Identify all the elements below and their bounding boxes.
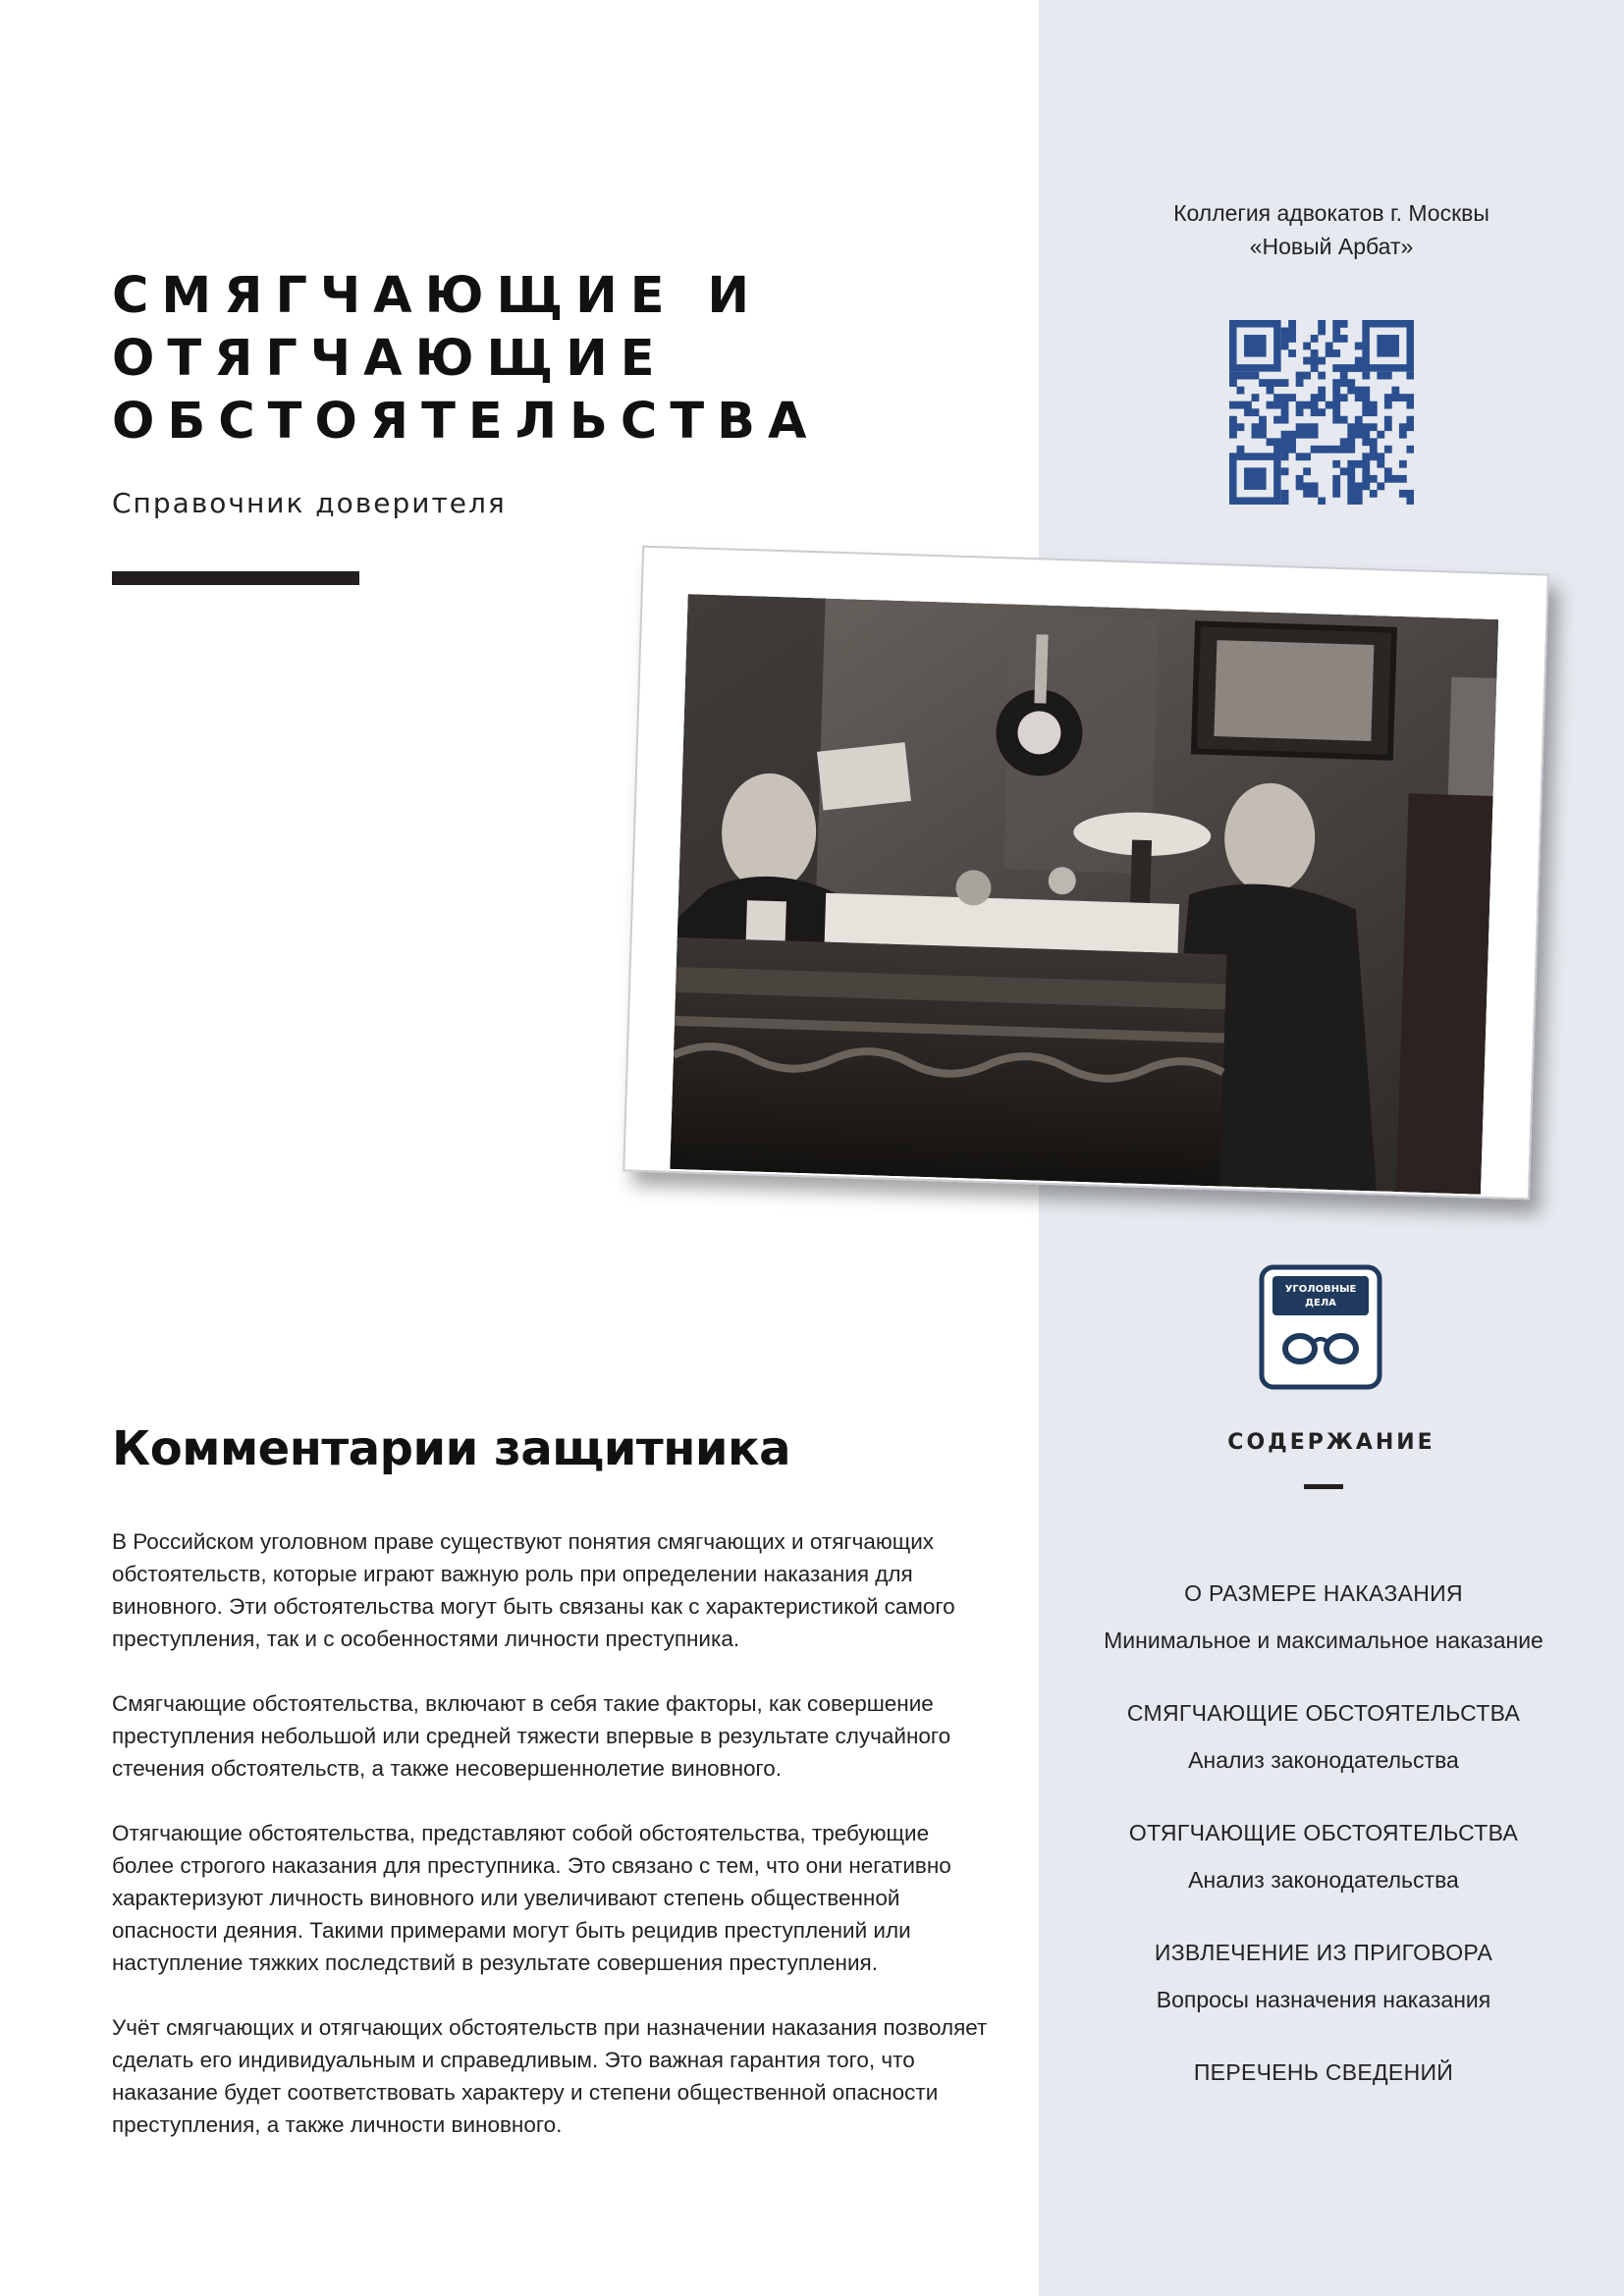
toc-heading: СМЯГЧАЮЩИЕ ОБСТОЯТЕЛЬСТВА: [1126, 1700, 1521, 1726]
title-divider: [112, 571, 359, 585]
toc-heading: ИЗВЛЕЧЕНИЕ ИЗ ПРИГОВОРА: [1154, 1940, 1493, 1965]
toc-item-verdict-extract[interactable]: [1088, 1936, 1559, 2016]
article-paragraph: В Российском уголовном праве существуют понятия смягчающих и отягчающих обстоятельств, которые играют важную роль при определении наказания для виновного. Эти обстоятельства могут быть связаны как с характеристикой самого преступления, так и с особенностями личности преступника.: [112, 1529, 955, 1651]
toc-item-aggravating[interactable]: [1088, 1816, 1559, 1896]
badge-label-box: [1272, 1276, 1369, 1315]
office-scene-image: [670, 594, 1498, 1195]
toc-subheading: Минимальное и максимальное наказание: [1104, 1628, 1543, 1653]
title-line-2: ОТЯГЧАЮЩИЕ: [112, 330, 668, 388]
qr-code-icon: [1229, 320, 1414, 505]
photo-frame: [623, 546, 1549, 1201]
page-title: [112, 265, 820, 454]
organization-line-1: Коллегия адвокатов г. Москвы: [1173, 200, 1489, 226]
criminal-cases-badge: [1259, 1264, 1382, 1390]
organization-line-2: «Новый Арбат»: [1249, 234, 1414, 259]
page-subtitle: Справочник доверителя: [112, 487, 507, 519]
toc-item-mitigating[interactable]: [1088, 1696, 1559, 1777]
toc-heading: ПЕРЕЧЕНЬ СВЕДЕНИЙ: [1193, 2059, 1454, 2085]
toc-subheading: Анализ законодательства: [1188, 1747, 1459, 1773]
organization-name: [1039, 196, 1624, 263]
contents-divider: [1304, 1484, 1343, 1489]
contents-title: СОДЕРЖАНИЕ: [1227, 1430, 1435, 1455]
article-paragraph: Отягчающие обстоятельства, представляют собой обстоятельства, требующие более строгого наказания для преступника. Это связано с тем, что они негативно характеризуют личность виновного или увеличивают степень общественной опасности деяния. Такими примерами могут быть рецидив преступлений или наступление тяжких последствий в результате совершения преступления.: [112, 1821, 951, 1975]
table-of-contents: [1088, 1576, 1559, 2128]
article-body: [112, 1525, 996, 2173]
toc-subheading: Вопросы назначения наказания: [1156, 1987, 1491, 2012]
title-line-3: ОБСТОЯТЕЛЬСТВА: [112, 393, 820, 451]
toc-heading: ОТЯГЧАЮЩИЕ ОБСТОЯТЕЛЬСТВА: [1128, 1820, 1519, 1845]
toc-subheading: Анализ законодательства: [1188, 1867, 1459, 1893]
historical-photo: [670, 594, 1498, 1195]
article-paragraph: Смягчающие обстоятельства, включают в себя такие факторы, как совершение преступления небольшой или средней тяжести впервые в результате случайного стечения обстоятельств, а также несовершеннолетие виновного.: [112, 1691, 951, 1781]
toc-heading: О РАЗМЕРЕ НАКАЗАНИЯ: [1184, 1580, 1463, 1606]
article-title: Комментарии защитника: [112, 1421, 791, 1476]
article-paragraph: Учёт смягчающих и отягчающих обстоятельств при назначении наказания позволяет сделать его индивидуальным и справедливым. Это важная гарантия того, что наказание будет соответствовать характеру и степени общественной опасности преступления, а также личности виновного.: [112, 2015, 988, 2137]
title-line-1: СМЯГЧАЮЩИЕ И: [112, 267, 763, 325]
badge-label-line-2: ДЕЛА: [1305, 1298, 1336, 1308]
criminal-cases-badge-graphic: [1259, 1264, 1382, 1390]
toc-item-punishment-size[interactable]: [1088, 1576, 1559, 1657]
toc-item-info-list[interactable]: [1088, 2056, 1559, 2089]
qr-code: [1229, 320, 1414, 505]
badge-label-line-1: УГОЛОВНЫЕ: [1284, 1284, 1357, 1295]
